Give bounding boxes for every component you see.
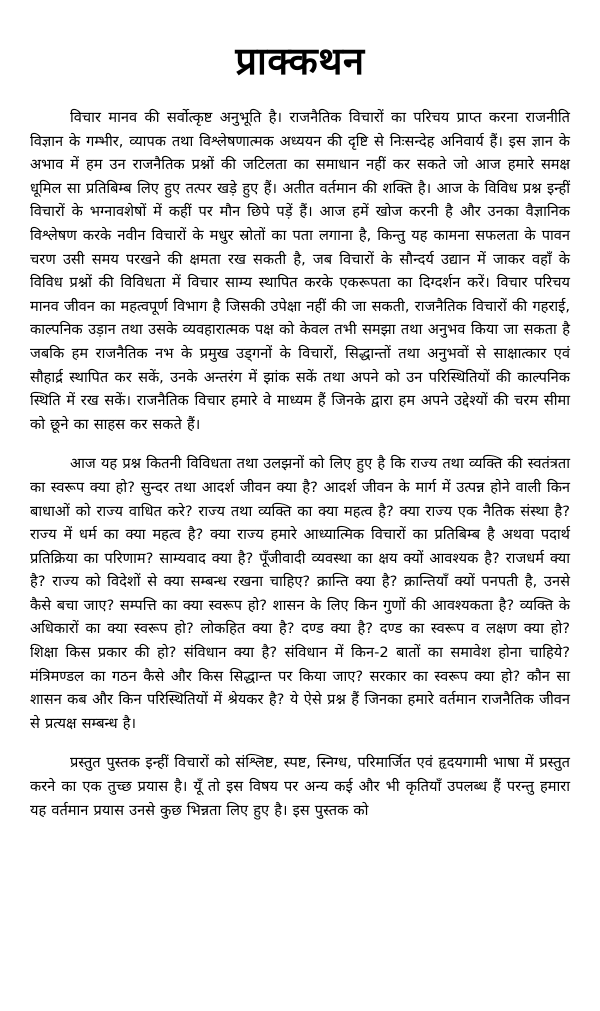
page-title: प्राक्कथन: [235, 39, 365, 83]
paragraph-book-purpose: प्रस्तुत पुस्तक इन्हीं विचारों को संश्लिष्ट, स्पष्ट, स्निग्ध, परिमार्जित एवं हृदयगामी भाषा में प्रस्तुत करने का एक तुच्छ प्रयास है। यूँ तो इस विषय पर अन्य कई और भी कृतियाँ उपलब्ध हैं परन्तु हमारा यह वर्तमान प्रयास उनसे कुछ भिन्नता लिए हुए है। इस पुस्तक को: [30, 754, 570, 819]
paragraph-intro: विचार मानव की सर्वोत्कृष्ट अनुभूति है। राजनैतिक विचारों का परिचय प्राप्त करना राजनीति विज्ञान के गम्भीर, व्यापक तथा विश्लेषणात्मक अध्ययन की दृष्टि से निःसन्देह अनिवार्य हैं। इस ज्ञान के अभाव में हम उन राजनैतिक प्रश्नों की जटिलता का समाधान नहीं कर सकते जो आज हमारे समक्ष धूमिल सा प्रतिबिम्ब लिए हुए तत्पर खड़े हुए हैं। अतीत वर्तमान की शक्ति है। आज के विविध प्रश्न इन्हीं विचारों के भग्नावशेषों में कहीं पर मौन छिपे पड़ें हैं। आज हमें खोज करनी है और उनका वैज्ञानिक विश्लेषण करके नवीन विचारों के मधुर स्रोतों का पता लगाना है, किन्तु यह कामना सफलता के पावन चरण उसी समय परखने की क्षमता रख सकती है, जब विचारों के सौन्दर्य उद्यान में जाकर वहाँ के विविध प्रश्नों की विविधता में विचार साम्य स्थापित करके एकरूपता का दिग्दर्शन करें। विचार परिचय मानव जीवन का महत्वपूर्ण विभाग है जिसकी उपेक्षा नहीं की जा सकती, राजनैतिक विचारों की गहराई, काल्पनिक उड़ान तथा उसके व्यवहारात्मक पक्ष को केवल तभी समझा तथा अनुभव किया जा सकता है जबकि हम राजनैतिक नभ के प्रमुख उड्गनों के विचारों, सिद्धान्तों तथा अनुभवों से साक्षात्कार एवं सौहार्द्र स्थापित कर सकें, उनके अन्तरंग में झांक सकें तथा अपने को उन परिस्थितियों की काल्पनिक स्थिति में रख सकें। राजनैतिक विचार हमारे वे माध्यम हैं जिनके द्वारा हम अपने उद्देश्यों की चरम सीमा को छूने का साहस कर सकते हैं।: [30, 109, 570, 433]
paragraph-questions: आज यह प्रश्न कितनी विविधता तथा उलझनों को लिए हुए है कि राज्य तथा व्यक्ति की स्वतंत्रता का स्वरूप क्या हो? सुन्दर तथा आदर्श जीवन क्या है? आदर्श जीवन के मार्ग में उत्पन्न होने वाली किन बाधाओं को राज्य वाधित करे? राज्य तथा व्यक्ति का क्या महत्व है? क्या राज्य एक नैतिक संस्था है? राज्य में धर्म का क्या महत्व है? क्या राज्य हमारे आध्यात्मिक विचारों का प्रतिबिम्ब है अथवा पदार्थ प्रतिक्रिया का परिणाम? साम्यवाद क्या है? पूँजीवादी व्यवस्था का क्षय क्यों आवश्यक है? राजधर्म क्या है? राज्य को विदेशों से क्या सम्बन्ध रखना चाहिए? क्रान्ति क्या है? क्रान्तियाँ क्यों पनपती है, उनसे कैसे बचा जाए? सम्पत्ति का क्या स्वरूप हो? शासन के लिए किन गुणों की आवश्यकता है? व्यक्ति के अधिकारों का क्या स्वरूप हो? लोकहित क्या है? दण्ड क्या है? दण्ड का स्वरूप व लक्षण क्या हो? शिक्षा किस प्रकार की हो? संविधान क्या है? संविधान में किन-2 बातों का समावेश होना चाहिये? मंत्रिमण्डल का गठन कैसे और किस सिद्धान्त पर किया जाए? सरकार का स्वरूप क्या हो? कौन सा शासन कब और किन परिस्थितियों में श्रेयकर है? ये ऐसे प्रश्न हैं जिनका हमारे वर्तमान राजनैतिक जीवन से प्रत्यक्ष सम्बन्ध है।: [30, 455, 570, 732]
